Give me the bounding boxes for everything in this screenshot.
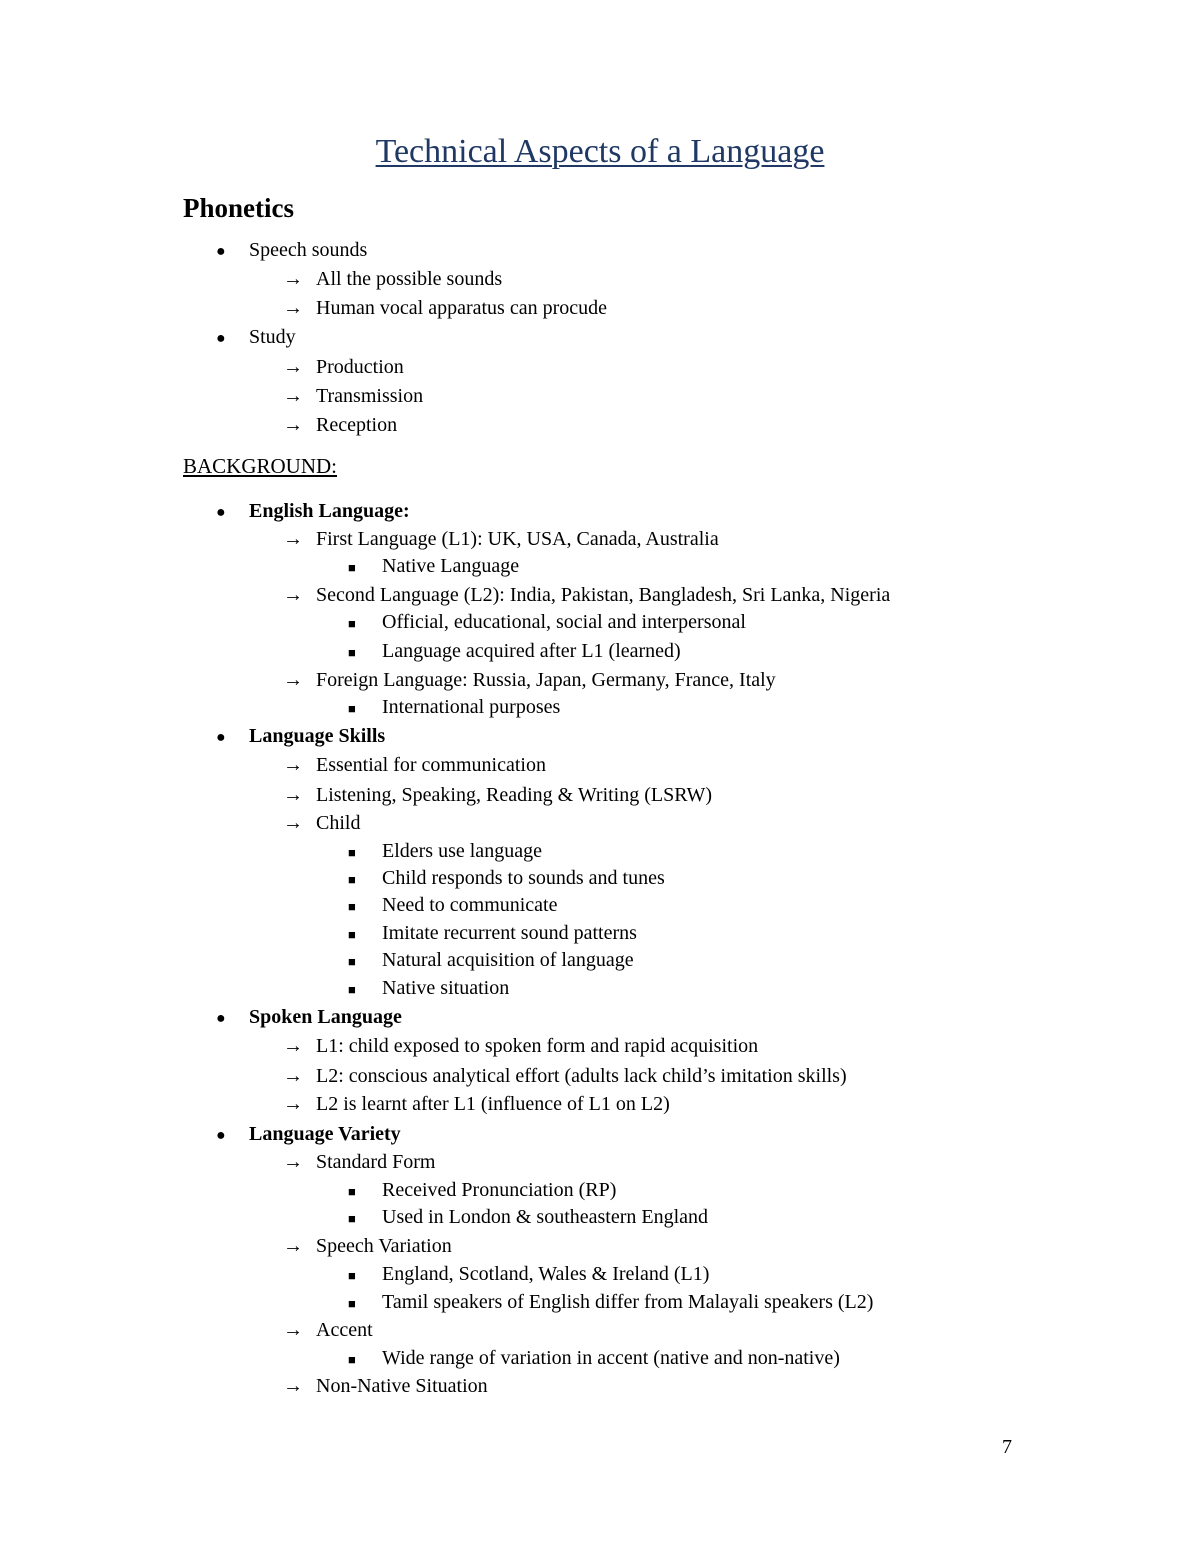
bullet-icon: ● [216, 243, 226, 260]
square-bullet-icon: ■ [348, 645, 356, 660]
background-item-level3 [348, 552, 519, 580]
arrow-right-icon: → [283, 754, 303, 776]
arrow-right-icon: → [283, 356, 303, 378]
background-item-level2 [283, 1032, 758, 1060]
page-title: Technical Aspects of a Language [375, 133, 825, 170]
list-item-text: Human vocal apparatus can procude [316, 297, 607, 319]
arrow-right-icon: → [283, 528, 303, 550]
bullet-icon: ● [216, 504, 226, 521]
list-item-text: Spoken Language [249, 1006, 402, 1028]
phonetics-item-level1 [216, 236, 367, 264]
list-item-text: Need to communicate [382, 894, 558, 916]
list-item-text: Listening, Speaking, Reading & Writing (LSRW) [316, 784, 713, 806]
section-heading-phonetics: Phonetics [183, 193, 294, 223]
arrow-right-icon: → [283, 1375, 303, 1397]
background-item-level2 [283, 666, 776, 694]
list-item-text: Child responds to sounds and tunes [382, 867, 665, 889]
list-item-text: Natural acquisition of language [382, 949, 634, 971]
square-bullet-icon: ■ [348, 560, 356, 575]
background-item-level1 [216, 1120, 401, 1148]
arrow-right-icon: → [283, 812, 303, 834]
arrow-right-icon: → [283, 1151, 303, 1173]
list-item-text: Second Language (L2): India, Pakistan, Bangladesh, Sri Lanka, Nigeria [316, 584, 891, 606]
background-item-level2 [283, 1062, 847, 1090]
arrow-right-icon: → [283, 385, 303, 407]
list-item-text: Used in London & southeastern England [382, 1206, 709, 1228]
background-item-level2 [283, 751, 546, 779]
background-item-level3 [348, 693, 560, 721]
background-item-level3 [348, 1288, 873, 1316]
background-item-level3 [348, 637, 681, 665]
background-item-level2 [283, 781, 712, 809]
list-item-text: Language Variety [249, 1123, 401, 1145]
arrow-right-icon: → [283, 1093, 303, 1115]
list-item-text: Production [316, 356, 404, 378]
list-item-text: International purposes [382, 696, 561, 718]
square-bullet-icon: ■ [348, 1352, 356, 1367]
arrow-right-icon: → [283, 268, 303, 290]
square-bullet-icon: ■ [348, 954, 356, 969]
phonetics-item-level2 [283, 353, 404, 381]
list-item-text: Elders use language [382, 840, 542, 862]
list-item-text: L2: conscious analytical effort (adults lack child’s imitation skills) [316, 1065, 847, 1087]
background-item-level2 [283, 1232, 452, 1260]
list-item-text: Official, educational, social and interpersonal [382, 611, 746, 633]
list-item-text: Foreign Language: Russia, Japan, Germany, France, Italy [316, 669, 776, 691]
list-item-text: Tamil speakers of English differ from Malayali speakers (L2) [382, 1291, 874, 1313]
page-number: 7 [1002, 1436, 1012, 1458]
background-item-level2 [283, 581, 890, 609]
background-item-level3 [348, 1260, 709, 1288]
list-item-text: First Language (L1): UK, USA, Canada, Australia [316, 528, 719, 550]
list-item-text: Standard Form [316, 1151, 436, 1173]
arrow-right-icon: → [283, 1319, 303, 1341]
bullet-icon: ● [216, 1127, 226, 1144]
square-bullet-icon: ■ [348, 872, 356, 887]
arrow-right-icon: → [283, 297, 303, 319]
background-heading: BACKGROUND: [183, 454, 338, 478]
background-item-level3 [348, 837, 542, 865]
list-item-text: Reception [316, 414, 398, 436]
phonetics-item-level2 [283, 411, 397, 439]
background-item-level3 [348, 919, 637, 947]
list-item-text: Non-Native Situation [316, 1375, 488, 1397]
background-item-level2 [283, 1090, 670, 1118]
arrow-right-icon: → [283, 784, 303, 806]
arrow-right-icon: → [283, 1235, 303, 1257]
square-bullet-icon: ■ [348, 927, 356, 942]
background-item-level3 [348, 1176, 616, 1204]
square-bullet-icon: ■ [348, 1184, 356, 1199]
list-item-text: L1: child exposed to spoken form and rapid acquisition [316, 1035, 759, 1057]
list-item-text: Study [249, 326, 296, 348]
arrow-right-icon: → [283, 584, 303, 606]
background-item-level1 [216, 497, 410, 525]
background-item-level3 [348, 1203, 708, 1231]
phonetics-item-level2 [283, 265, 502, 293]
background-item-level3 [348, 946, 634, 974]
list-item-text: Native Language [382, 555, 520, 577]
list-item-text: Speech sounds [249, 239, 368, 261]
list-item-text: Wide range of variation in accent (native and non-native) [382, 1347, 840, 1369]
square-bullet-icon: ■ [348, 1268, 356, 1283]
background-item-level1 [216, 1003, 402, 1031]
background-item-level3 [348, 974, 509, 1002]
background-item-level3 [348, 891, 558, 919]
phonetics-item-level1 [216, 323, 296, 351]
list-item-text: English Language: [249, 500, 410, 522]
background-item-level2 [283, 809, 360, 837]
list-item-text: Received Pronunciation (RP) [382, 1179, 617, 1201]
list-item-text: England, Scotland, Wales & Ireland (L1) [382, 1263, 710, 1285]
background-item-level2 [283, 1316, 373, 1344]
arrow-right-icon: → [283, 1035, 303, 1057]
background-item-level2 [283, 1148, 435, 1176]
phonetics-item-level2 [283, 294, 607, 322]
square-bullet-icon: ■ [348, 982, 356, 997]
square-bullet-icon: ■ [348, 616, 356, 631]
bullet-icon: ● [216, 330, 226, 347]
square-bullet-icon: ■ [348, 899, 356, 914]
bullet-icon: ● [216, 1010, 226, 1027]
list-item-text: Native situation [382, 977, 510, 999]
list-item-text: Language acquired after L1 (learned) [382, 640, 681, 662]
background-item-level3 [348, 1344, 840, 1372]
list-item-text: Language Skills [249, 725, 386, 747]
background-item-level2 [283, 525, 719, 553]
list-item-text: Transmission [316, 385, 424, 407]
background-item-level3 [348, 608, 746, 636]
arrow-right-icon: → [283, 1065, 303, 1087]
background-item-level2 [283, 1372, 488, 1400]
list-item-text: Accent [316, 1319, 373, 1341]
list-item-text: All the possible sounds [316, 268, 503, 290]
background-item-level1 [216, 722, 385, 750]
background-item-level3 [348, 864, 665, 892]
bullet-icon: ● [216, 729, 226, 746]
square-bullet-icon: ■ [348, 1296, 356, 1311]
list-item-text: L2 is learnt after L1 (influence of L1 on L2) [316, 1093, 670, 1115]
square-bullet-icon: ■ [348, 1211, 356, 1226]
list-item-text: Speech Variation [316, 1235, 452, 1257]
list-item-text: Essential for communication [316, 754, 546, 776]
square-bullet-icon: ■ [348, 845, 356, 860]
phonetics-item-level2 [283, 382, 423, 410]
list-item-text: Child [316, 812, 361, 834]
arrow-right-icon: → [283, 414, 303, 436]
list-item-text: Imitate recurrent sound patterns [382, 922, 637, 944]
arrow-right-icon: → [283, 669, 303, 691]
square-bullet-icon: ■ [348, 701, 356, 716]
